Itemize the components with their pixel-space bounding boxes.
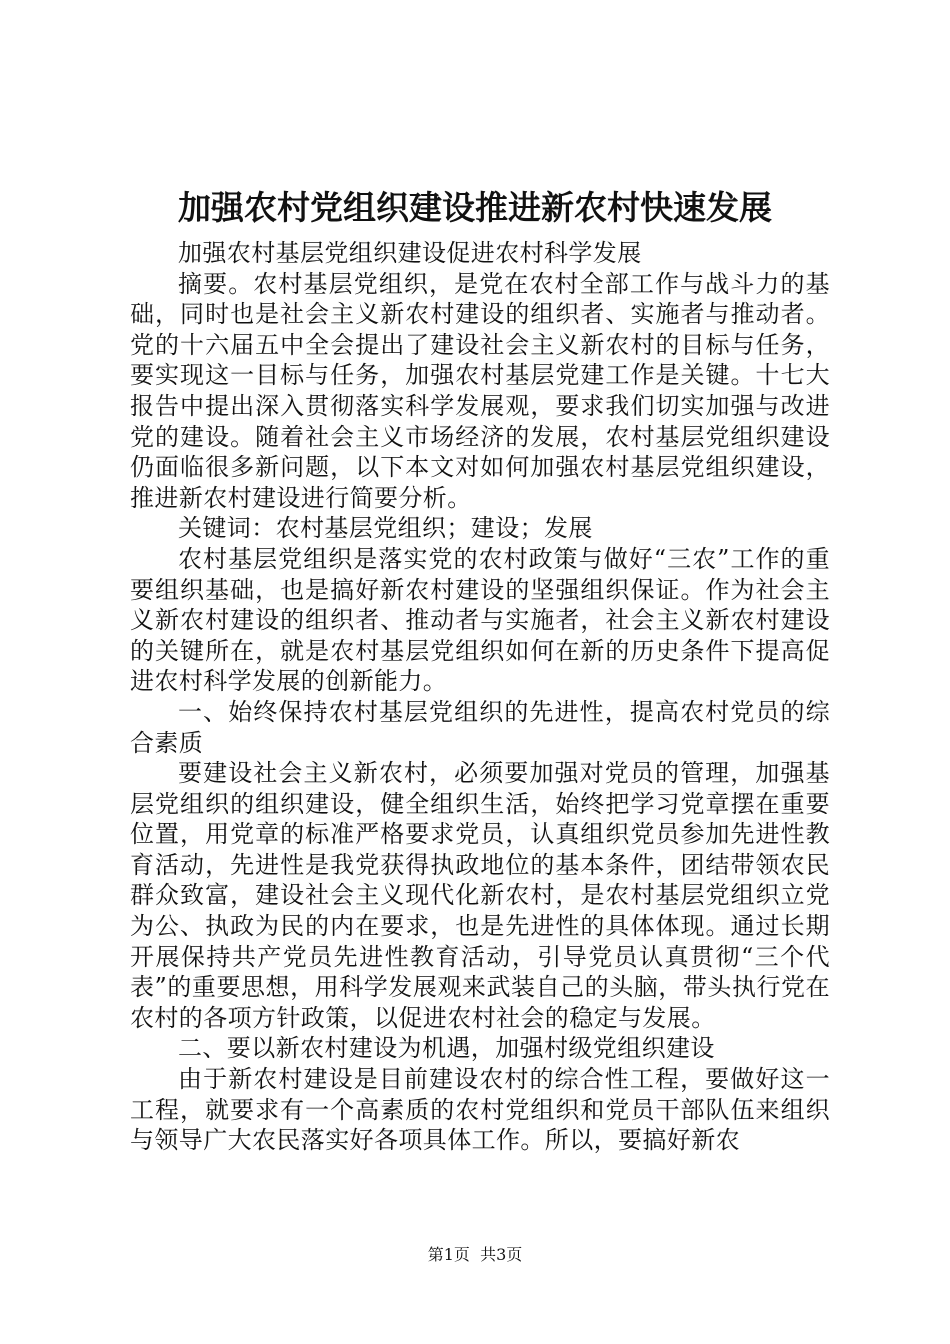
abstract-paragraph: 摘要。农村基层党组织，是党在农村全部工作与战斗力的基础，同时也是社会主义新农村建设的组织者、实施者与推动者。党的十六届五中全会提出了建设社会主义新农村的目标与任务，要实现这一目标与任务，加强农村基层党建工作是关键。十七大报告中提出深入贯彻落实科学发展观，要求我们切实加强与改进党的建设。随着社会主义市场经济的发展，农村基层党组织建设仍面临很多新问题，以下本文对如何加强农村基层党组织建设，推进新农村建设进行简要分析。 [130, 269, 830, 512]
section-heading-2: 二、要以新农村建设为机遇，加强村级党组织建设 [178, 1034, 715, 1063]
page-footer [0, 1244, 950, 1266]
page-total: 共3页 [480, 1245, 523, 1264]
keywords-paragraph: 关键词：农村基层党组织；建设；发展 [178, 514, 593, 543]
subtitle-paragraph: 加强农村基层党组织建设促进农村科学发展 [178, 239, 642, 267]
document-body [130, 238, 830, 1156]
intro-paragraph: 农村基层党组织是落实党的农村政策与做好“三农”工作的重要组织基础，也是搞好新农村建设的坚强组织保证。作为社会主义新农村建设的组织者、推动者与实施者，社会主义新农村建设的关键所在，就是农村基层党组织如何在新的历史条件下提高促进农村科学发展的创新能力。 [130, 544, 830, 696]
section-1-paragraph: 要建设社会主义新农村，必须要加强对党员的管理，加强基层党组织的组织建设，健全组织生活，始终把学习党章摆在重要位置，用党章的标准严格要求党员，认真组织党员参加先进性教育活动，先进性是我党获得执政地位的基本条件，团结带领农民群众致富，建设社会主义现代化新农村，是农村基层党组织立党为公、执政为民的内在要求，也是先进性的具体体现。通过长期开展保持共产党员先进性教育活动，引导党员认真贯彻“三个代表”的重要思想，用科学发展观来武装自己的头脑，带头执行党在农村的各项方针政策，以促进农村社会的稳定与发展。 [130, 759, 830, 1032]
document-title: 加强农村党组织建设推进新农村快速发展 [178, 188, 772, 227]
page-number: 第1页 [427, 1245, 470, 1264]
section-2-paragraph: 由于新农村建设是目前建设农村的综合性工程，要做好这一工程，就要求有一个高素质的农村党组织和党员干部队伍来组织与领导广大农民落实好各项具体工作。所以，要搞好新农 [130, 1065, 830, 1155]
section-heading-1: 一、始终保持农村基层党组织的先进性，提高农村党员的综合素质 [130, 697, 830, 757]
